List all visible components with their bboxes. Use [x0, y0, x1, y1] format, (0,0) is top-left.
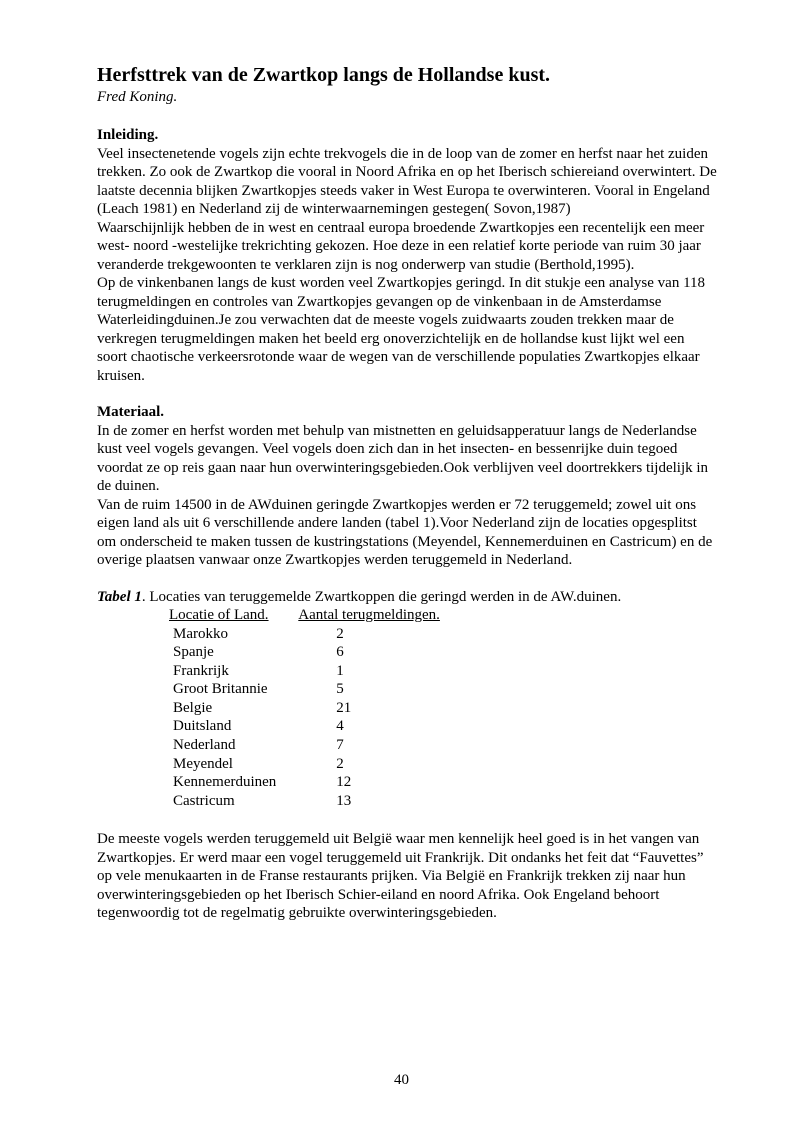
- location-cell: Meyendel: [173, 755, 233, 772]
- count-cell: 2: [336, 755, 344, 772]
- paragraph: Waarschijnlijk hebben de in west en centraal europa broedende Zwartkopjes een recentelijk een meer west- noord -westelijke trekrichting gekozen. Hoe deze in een relatief korte periode van ruim 30 jaar veranderde trekgewoonten te verklaren zijn is nog onderwerp van studie (Berthold,1995).: [97, 219, 705, 273]
- table-row: [169, 773, 440, 792]
- count-cell: 13: [336, 792, 352, 809]
- location-cell: Spanje: [173, 644, 214, 661]
- column-header-count: Aantal terugmeldingen.: [298, 607, 440, 623]
- table-row: [169, 717, 440, 736]
- table-row: [169, 755, 440, 774]
- table-1: [169, 606, 440, 810]
- article-title: Herfsttrek van de Zwartkop langs de Hollandse kust.: [97, 64, 551, 86]
- table-row: [169, 662, 440, 681]
- table-caption-text: . Locaties van teruggemelde Zwartkoppen die geringd werden in de AW.duinen.: [141, 588, 622, 605]
- location-cell: Castricum: [173, 792, 235, 809]
- count-cell: 4: [336, 718, 344, 735]
- count-cell: 5: [336, 681, 344, 698]
- location-cell: Kennemerduinen: [173, 774, 277, 791]
- table-row: [169, 625, 440, 644]
- column-header-location: Locatie of Land.: [169, 607, 269, 623]
- count-cell: 6: [336, 644, 344, 661]
- table-row: [169, 699, 440, 718]
- count-cell: 21: [336, 699, 352, 716]
- table-row: [169, 680, 440, 699]
- table-row: [169, 792, 440, 811]
- location-cell: Duitsland: [173, 718, 232, 735]
- count-cell: 12: [336, 774, 352, 791]
- paragraph: Veel insectenetende vogels zijn echte trekvogels die in de loop van de zomer en herfst naar het zuiden trekken. Zo ook de Zwartkop die vooral in Noord Afrika en op het Iberisch schiereiand overwintert. De laatste decennia blijken Zwartkopjes steeds vaker in West Europa te overwinteren. Vooral in Engeland (Leach 1981) en Nederland zij de winterwaarnemingen gestegen( Sovon,1987): [97, 145, 717, 217]
- table-header-row: [169, 606, 440, 625]
- location-cell: Belgie: [173, 699, 213, 716]
- count-cell: 7: [336, 737, 344, 754]
- location-cell: Frankrijk: [173, 662, 229, 679]
- paragraph: In de zomer en herfst worden met behulp van mistnetten en geluidsapperatuur langs de Nederlandse kust veel vogels gevangen. Veel vogels doen zich dan in het insecten- en bessenrijke duin tegoed voordat ze op reis gaan naar hun overwinteringsgebieden.Ook verblijven veel doortrekkers tijdelijk in de duinen.: [97, 422, 709, 494]
- paragraph: Op de vinkenbanen langs de kust worden veel Zwartkopjes geringd. In dit stukje een analyse van 118 terugmeldingen en controles van Zwartkopjes gevangen op de vinkenbaan in de Amsterdamse Waterleidingduinen.Je zou verwachten dat de meeste vogels zuidwaarts zouden trekken maar de verkregen terugmeldingen maken het beeld erg onoverzichtelijk en de hollandse kust lijkt wel een soort chaotische verkeersrotonde waar de wegen van de verschillende populaties Zwartkopjes elkaar kruisen.: [97, 275, 706, 384]
- location-cell: Groot Britannie: [173, 681, 268, 698]
- page-number: 40: [394, 1072, 409, 1088]
- article-body: [97, 62, 717, 923]
- paragraph: Van de ruim 14500 in de AWduinen geringde Zwartkopjes werden er 72 teruggemeld; zowel uit ons eigen land als uit 6 verschillende andere landen (tabel 1).Voor Nederland zijn de locaties opgesplitst om onderscheid te maken tussen de kustringstations (Meyendel, Kennemerduinen en Castricum) en de overige plaatsen vanwaar onze Zwartkopjes werden teruggemeld in Nederland.: [97, 496, 713, 568]
- table-caption: [97, 588, 717, 607]
- article-author: Fred Koning.: [97, 89, 178, 105]
- count-cell: 2: [336, 625, 344, 642]
- table-caption-label: Tabel 1: [97, 588, 142, 605]
- section-heading-inleiding: Inleiding.: [97, 127, 159, 143]
- location-cell: Marokko: [173, 625, 228, 642]
- table-row: [169, 643, 440, 662]
- closing-paragraph: De meeste vogels werden teruggemeld uit België waar men kennelijk heel goed is in het vangen van Zwartkopjes. Er werd maar een vogel teruggemeld uit Frankrijk. Dit ondanks het feit dat “Fauvettes” op vele menukaarten in de Franse restaurants prijken. Via België en Frankrijk trekken zij naar hun overwinteringsgebieden op het Iberisch Schier-eiland en noord Afrika. Ook Engeland behoort tegenwoordig tot de regelmatig gebruikte overwinteringsgebieden.: [97, 831, 704, 922]
- count-cell: 1: [336, 662, 344, 679]
- table-row: [169, 736, 440, 755]
- section-heading-materiaal: Materiaal.: [97, 404, 165, 420]
- location-cell: Nederland: [173, 737, 236, 754]
